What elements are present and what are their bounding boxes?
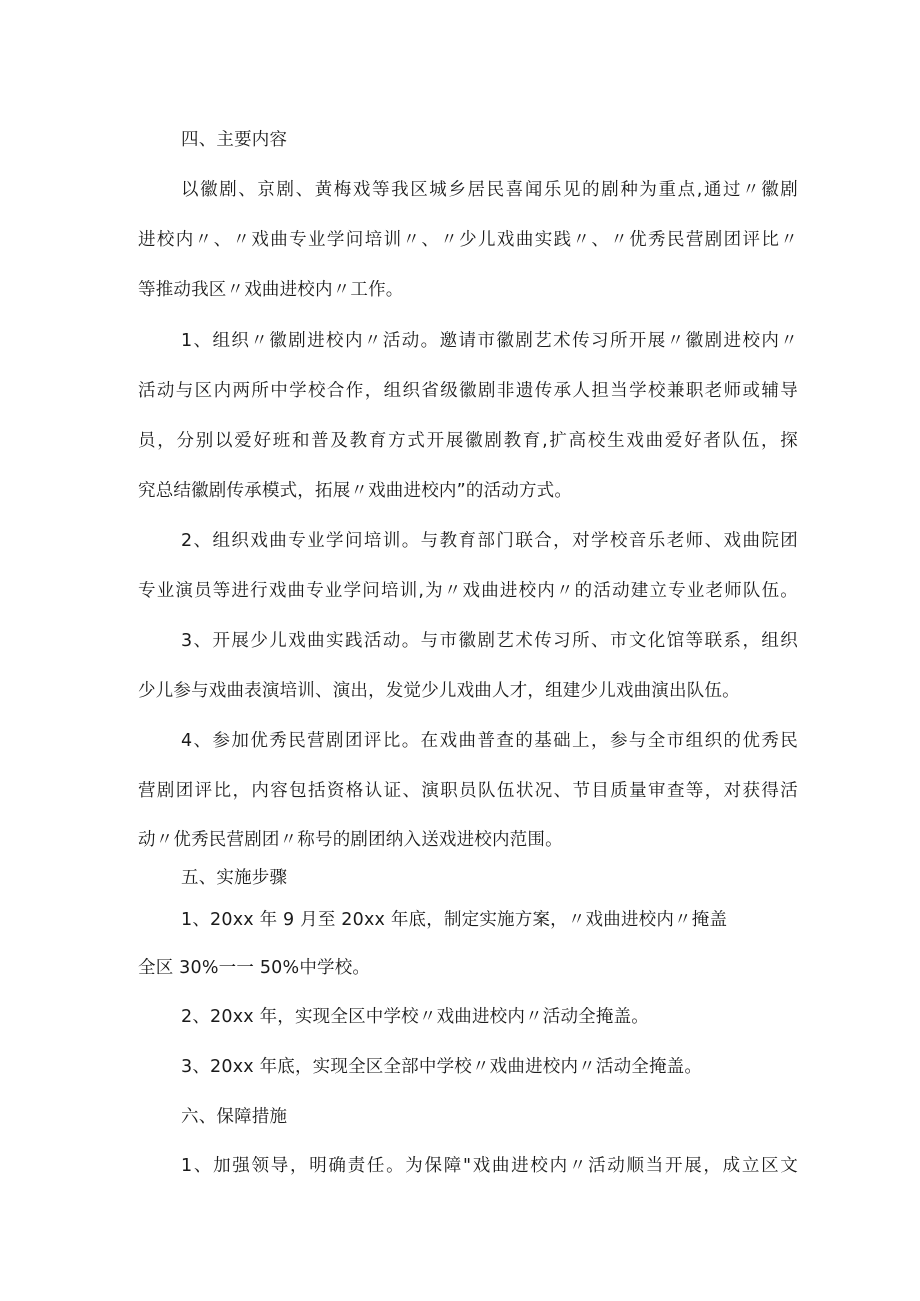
paragraph-line: 3、20xx 年底，实现全区全部中学校〃戏曲进校内〃活动全掩盖。 <box>181 1057 703 1077</box>
paragraph-line: 究总结徽剧传承模式，拓展〃戏曲进校内”的活动方式。 <box>138 481 573 501</box>
paragraph-line: 2、20xx 年，实现全区中学校〃戏曲进校内〃活动全掩盖。 <box>181 1007 649 1027</box>
section-heading-main-content: 四、主要内容 <box>181 130 288 150</box>
paragraph-line: 专业演员等进行戏曲专业学问培训,为〃戏曲进校内〃的活动建立专业老师队伍。 <box>138 581 798 601</box>
paragraph-line: 4、参加优秀民营剧团评比。在戏曲普查的基础上，参与全市组织的优秀民 <box>181 731 798 751</box>
paragraph-line: 营剧团评比，内容包括资格认证、演职员队伍状况、节目质量审查等，对获得活 <box>138 781 798 801</box>
paragraph-line: 等推动我区〃戏曲进校内〃工作。 <box>138 280 404 300</box>
paragraph-line: 少儿参与戏曲表演培训、演出，发觉少儿戏曲人才，组建少儿戏曲演出队伍。 <box>138 681 740 701</box>
paragraph-line: 动〃优秀民营剧团〃称号的剧团纳入送戏进校内范围。 <box>138 830 563 850</box>
paragraph-line: 2、组织戏曲专业学问培训。与教育部门联合，对学校音乐老师、戏曲院团 <box>181 531 798 551</box>
paragraph-line: 全区 30%一一 50%中学校。 <box>138 958 371 978</box>
paragraph-line: 1、组织〃徽剧进校内〃活动。邀请市徽剧艺术传习所开展〃徽剧进校内〃 <box>181 331 798 351</box>
paragraph-line: 1、加强领导，明确责任。为保障"戏曲进校内〃活动顺当开展，成立区文 <box>181 1156 798 1176</box>
paragraph-line: 1、20xx 年 9 月至 20xx 年底，制定实施方案，〃戏曲进校内〃掩盖 <box>181 910 728 930</box>
paragraph-line: 以徽剧、京剧、黄梅戏等我区城乡居民喜闻乐见的剧种为重点,通过〃徽剧 <box>181 180 798 200</box>
section-heading-safeguard-measures: 六、保障措施 <box>181 1107 288 1127</box>
paragraph-line: 员，分别以爱好班和普及教育方式开展徽剧教育,扩高校生戏曲爱好者队伍，探 <box>138 431 798 451</box>
paragraph-line: 3、开展少儿戏曲实践活动。与市徽剧艺术传习所、市文化馆等联系，组织 <box>181 631 798 651</box>
paragraph-line: 活动与区内两所中学校合作，组织省级徽剧非遗传承人担当学校兼职老师或辅导 <box>138 381 798 401</box>
section-heading-implementation-steps: 五、实施步骤 <box>181 868 288 888</box>
paragraph-line: 进校内〃、〃戏曲专业学问培训〃、〃少儿戏曲实践〃、〃优秀民营剧团评比〃 <box>138 230 798 250</box>
